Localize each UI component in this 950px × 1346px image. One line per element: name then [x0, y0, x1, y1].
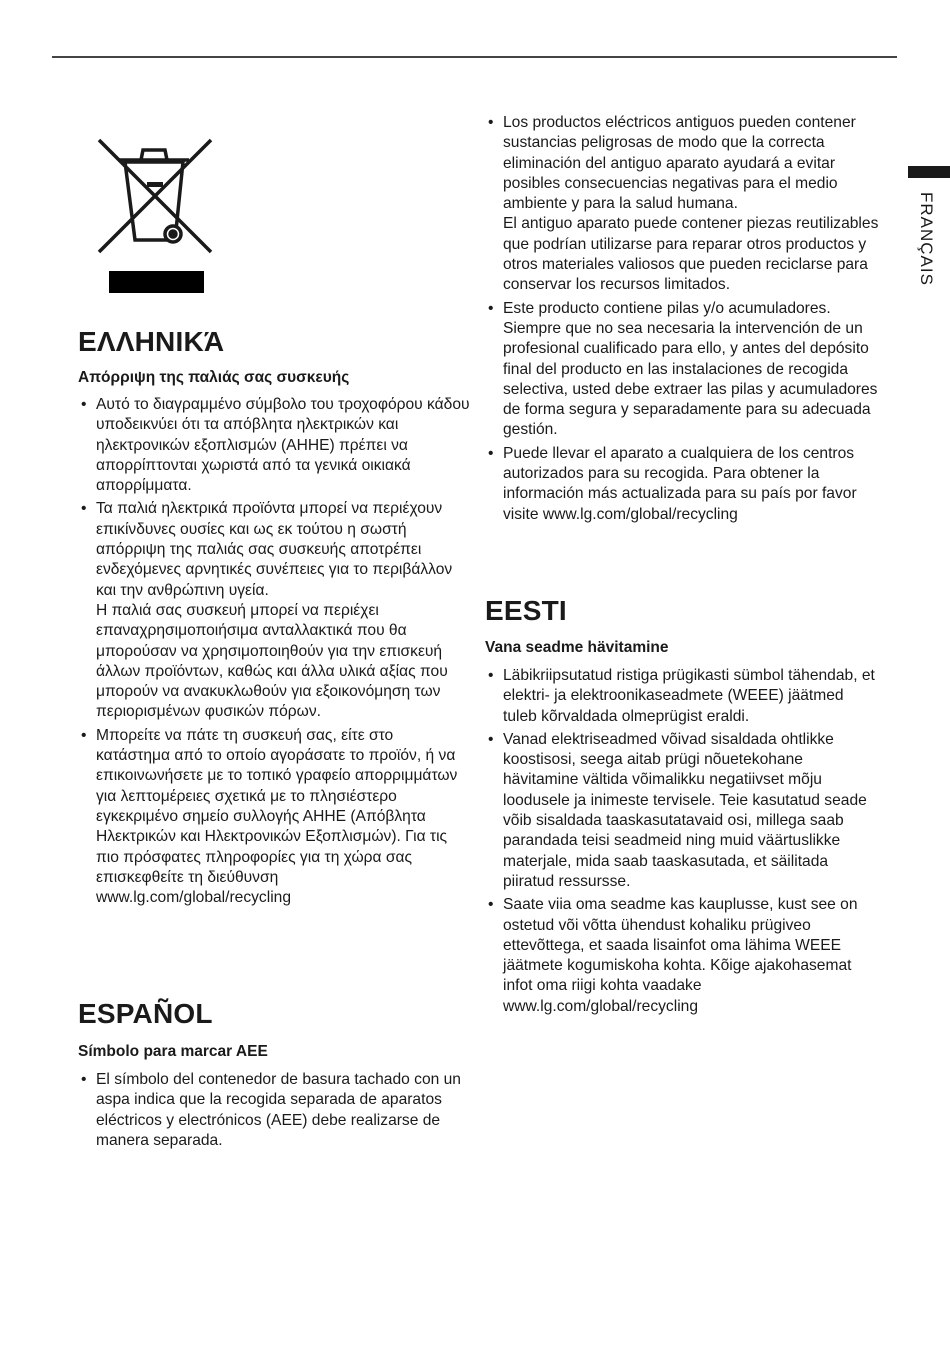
estonian-list [485, 666, 880, 1020]
greek-list [78, 395, 470, 911]
top-rule [52, 56, 897, 58]
list-item: • Läbikriipsutatud ristiga prügikasti sümbol tähendab, et elektri- ja elektroonikaseadmete (WEEE) jäätmed tuleb kõrvaldada olmeprügist eraldi. [485, 666, 880, 727]
spanish-heading: ESPAÑOL [78, 998, 213, 1029]
crossed-bin-icon [95, 136, 215, 256]
list-item: • Τα παλιά ηλεκτρικά προϊόντα μπορεί να περιέχουν επικίνδυνες ουσίες και ως εκ τούτου η σωστή απόρριψη της παλιάς σας συσκευής αποτρέπει ενδεχόμενες αρνητικές συνέπειες για το περιβάλλον και την ανθρώπινη υγεία. Η παλιά σας συσκευή μπορεί να περιέχει επαναχρησιμοποιήσιμα ανταλλακτικά που θα μπορούσαν να χρησιμοποιηθούν για την επισκευή άλλων προϊόντων, καθώς και άλλα υλικά αξίας που μπορούν να ανακυκλωθούν για εξοικονόμηση των περιορισμένων φυσικών πόρων. [78, 499, 470, 722]
list-item: • Μπορείτε να πάτε τη συσκευή σας, είτε στο κατάστημα από το οποίο αγοράσατε το προϊόν, ή να επικοινωνήσετε με το τοπικό γραφείο απορριμμάτων για λεπτομέρειες σχετικά με το πλησιέστερο εγκεκριμένο σημείο συλλογής ΑΗΗΕ (Απόβλητα Ηλεκτρικών και Ηλεκτρονικών Εξοπλισμών). Για τις πιο πρόσφατες πληροφορίες για τη χώρα σας επισκεφθείτε τη διεύθυνση www.lg.com/global/recycling [78, 726, 470, 909]
list-item: • Puede llevar el aparato a cualquiera de los centros autorizados para su recogida. Para obtener la información más actualizada para su país por favor visite www.lg.com/global/recycling [485, 444, 880, 525]
spanish-list-right [485, 113, 880, 528]
list-item: • Este producto contiene pilas y/o acumuladores. Siempre que no sea necesaria la intervención de un profesional cualificado para ello, y antes del depósito final del producto en las instalaciones de recogida selectiva, usted debe extraer las pilas y acumuladores de forma segura y separadamente para su adecuada gestión. [485, 299, 880, 441]
spanish-list-left [78, 1070, 470, 1154]
side-tab-marker [908, 166, 950, 178]
estonian-subheading: Vana seadme hävitamine [485, 639, 669, 656]
greek-subheading: Απόρριψη της παλιάς σας συσκευής [78, 369, 350, 386]
side-tab-label: FRANÇAIS [917, 192, 936, 286]
list-item: • Vanad elektriseadmed võivad sisaldada ohtlikke koostisosi, seega aitab prügi nõuetekohane hävitamine vältida võimalikku negatiivset mõju loodusele ja inimeste tervisele. Teie kasutatud seade võib sisaldada taaskasutatavaid osi, millega saab parandada teisi seadmeid ning muid väärtuslikke materjale, mida saab taaskasutada, et säilitada piiratud ressursse. [485, 730, 880, 892]
list-item: • El símbolo del contenedor de basura tachado con un aspa indica que la recogida separada de aparatos eléctricos y electrónicos (AEE) debe realizarse de manera separada. [78, 1070, 470, 1151]
spanish-subheading: Símbolo para marcar AEE [78, 1043, 268, 1060]
list-item: • Αυτό το διαγραμμένο σύμβολο του τροχοφόρου κάδου υποδεικνύει ότι τα απόβλητα ηλεκτρικών και ηλεκτρονικών εξοπλισμών (ΑΗΗΕ) πρέπει να απορρίπτονται χωριστά από τα γενικά οικιακά απορρίμματα. [78, 395, 470, 496]
list-item: • Saate viia oma seadme kas kauplusse, kust see on ostetud või võtta ühendust kohaliku prügiveo ettevõttega, et saada lisainfot oma lähima WEEE jäätmete kogumiskoha kohta. Kõige ajakohasemat infot oma riigi kohta vaadake www.lg.com/global/recycling [485, 895, 880, 1017]
estonian-heading: EESTI [485, 595, 567, 626]
greek-heading: ΕΛΛΗΝΙΚΆ [78, 326, 225, 357]
weee-black-bar [109, 271, 204, 293]
list-item: • Los productos eléctricos antiguos pueden contener sustancias peligrosas de modo que la correcta eliminación del antiguo aparato ayudará a evitar posibles consecuencias negativas para el medio ambiente y para la salud humana. El antiguo aparato puede contener piezas reutilizables que podrían utilizarse para reparar otros productos y otros materiales valiosos que pueden reciclarse para conservar los recursos limitados. [485, 113, 880, 296]
